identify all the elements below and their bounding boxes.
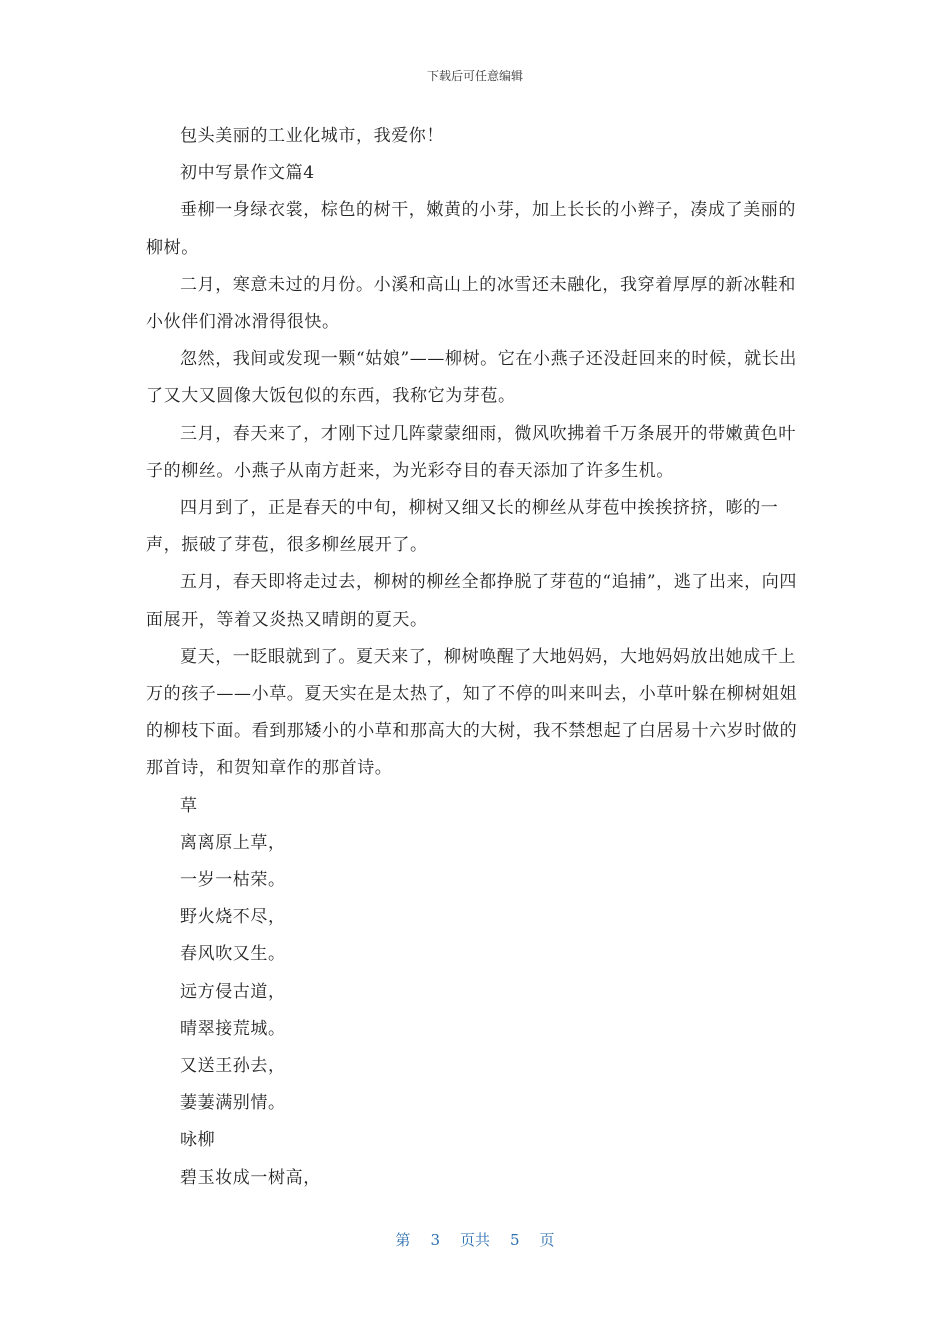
paragraph: 三月，春天来了，才刚下过几阵蒙蒙细雨，微风吹拂着千万条展开的带嫩黄色叶子的柳丝。小燕子从南方赶来，为光彩夺目的春天添加了许多生机。 (146, 423, 796, 481)
page-label-suffix: 页 (539, 1231, 555, 1249)
paragraph: 五月，春天即将走过去，柳树的柳丝全都挣脱了芽苞的“追捕”，逃了出来，向四面展开，等着又炎热又晴朗的夏天。 (146, 572, 797, 630)
page-footer (0, 1229, 950, 1250)
paragraph: 四月到了，正是春天的中旬，柳树又细又长的柳丝从芽苞中挨挨挤挤，嘭的一声，振破了芽苞，很多柳丝展开了。 (146, 498, 779, 556)
poem-line: 离离原上草， (180, 832, 286, 853)
poem-line: 春风吹又生。 (180, 944, 286, 965)
poem-line: 野火烧不尽， (180, 907, 286, 928)
page-header: 下载后可任意编辑 (426, 69, 523, 83)
current-page-number: 3 (430, 1231, 440, 1249)
document-body (146, 118, 806, 1197)
poem-line: 又送王孙去， (180, 1056, 286, 1077)
poem-title: 草 (180, 795, 198, 816)
poem-line: 晴翠接荒城。 (180, 1018, 286, 1039)
paragraph: 夏天，一眨眼就到了。夏天来了，柳树唤醒了大地妈妈，大地妈妈放出她成千上万的孩子——小草。夏天实在是太热了，知了不停的叫来叫去，小草叶躲在柳树姐姐的柳枝下面。看到那矮小的小草和那高大的大树，我不禁想起了白居易十六岁时做的那首诗，和贺知章作的那首诗。 (146, 646, 798, 779)
paragraph: 二月，寒意未过的月份。小溪和高山上的冰雪还未融化，我穿着厚厚的新冰鞋和小伙伴们滑冰滑得很快。 (146, 274, 796, 333)
poem-line: 一岁一枯荣。 (180, 870, 286, 891)
poem-line: 萋萋满别情。 (180, 1093, 286, 1114)
paragraph: 垂柳一身绿衣裳，棕色的树干，嫩黄的小芽，加上长长的小辫子，凑成了美丽的柳树。 (146, 200, 796, 258)
page-label-middle: 页共 (459, 1231, 490, 1249)
paragraph: 忽然，我间或发现一颗“姑娘”——柳树。它在小燕子还没赶回来的时候，就长出了又大又圆像大饭包似的东西，我称它为芽苞。 (146, 349, 797, 407)
poem-line: 远方侵古道， (180, 981, 286, 1002)
poem-title: 咏柳 (180, 1130, 216, 1151)
total-pages-number: 5 (510, 1231, 520, 1249)
paragraph: 包头美丽的工业化城市，我爱你！ (180, 126, 444, 146)
poem-line: 碧玉妆成一树高， (180, 1167, 321, 1188)
page-label-prefix: 第 (395, 1231, 411, 1249)
section-title: 初中写景作文篇4 (180, 163, 315, 184)
